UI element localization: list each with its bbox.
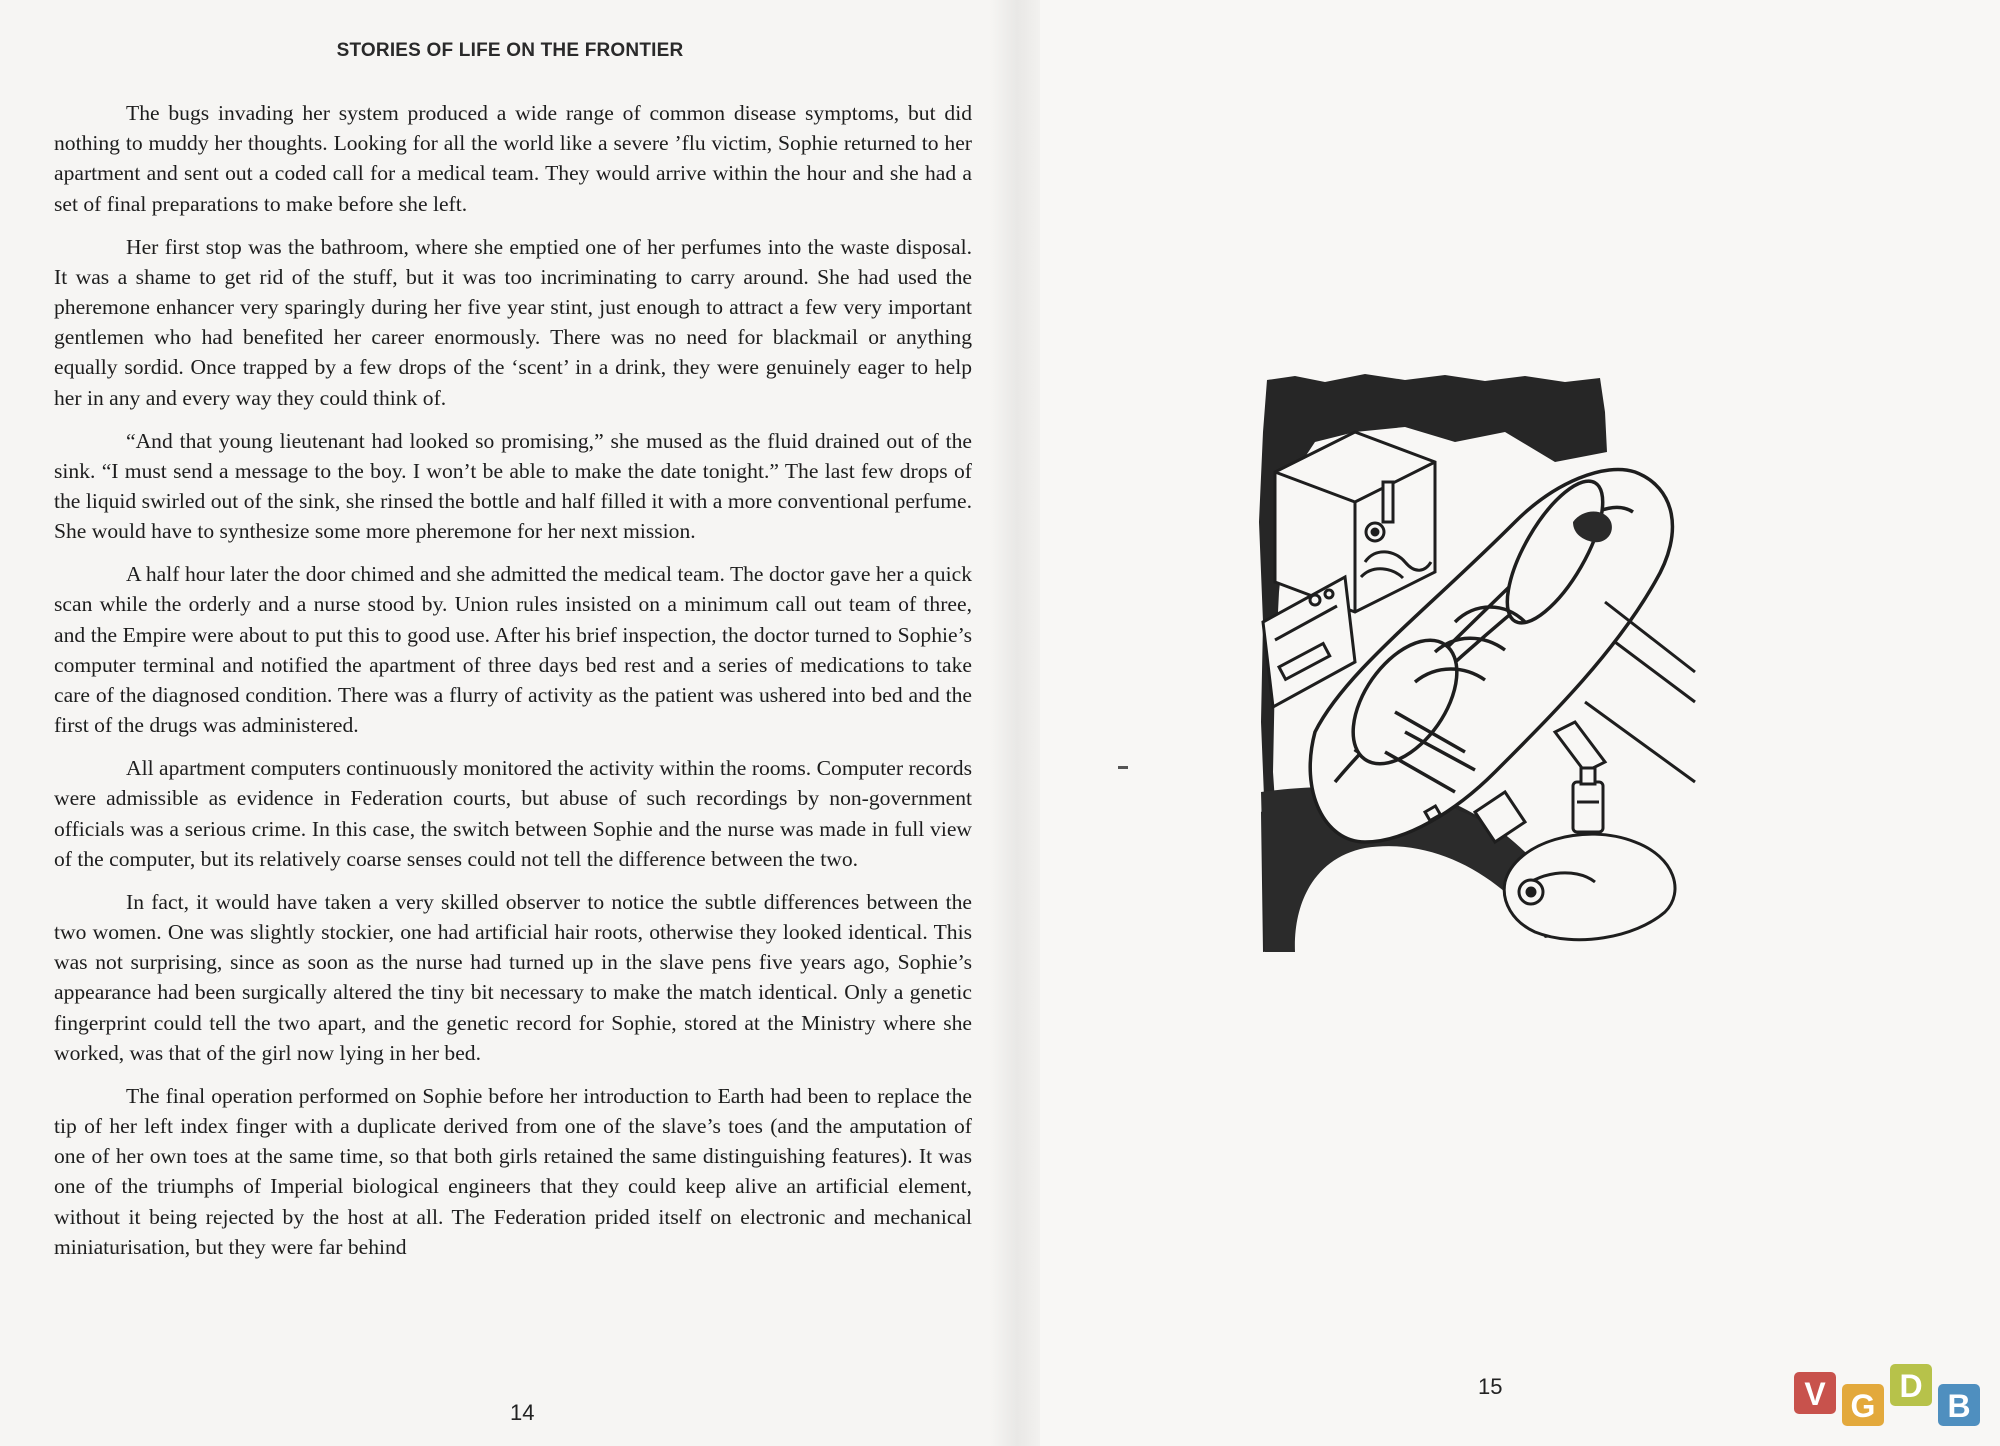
paragraph: The bugs invading her system produced a wide range of common disease symptoms, but did nothing to muddy her thoughts. Looking for all the world like a severe ’flu victim, Sophie returned to her apartment and sent out a coded call for a medical team. They would arrive within the hour and she had a set of final preparations to make before she left.	[54, 101, 972, 216]
watermark-letter: V	[1804, 1376, 1826, 1412]
page-number-left: 14	[510, 1400, 535, 1425]
paragraph: All apartment computers continuously monitored the activity within the rooms. Computer records were admissible as evidence in Federation courts, but abuse of such recordings by non-government officials was a serious crime. In this case, the switch between Sophie and the nurse was made in full view of the computer, but its relatively coarse senses could not tell the difference between the two.	[54, 756, 972, 871]
paragraph: “And that young lieutenant had looked so promising,” she mused as the fluid drained out of the sink. “I must send a message to the boy. I won’t be able to make the date tonight.” The last few drops of the liquid swirled out of the sink, she rinsed the bottle and half filled it with a more conventional perfume. She would have to synthesize some more pheremone for her next mission.	[54, 428, 972, 544]
running-head: STORIES OF LIFE ON THE FRONTIER	[336, 40, 684, 61]
watermark-letter: G	[1850, 1388, 1876, 1424]
paragraph: A half hour later the door chimed and she admitted the medical team. The doctor gave her a quick scan while the orderly and a nurse stood by. Union rules insisted on a minimum call out team of three, and the Empire were about to put this to good use. After his brief inspection, the doctor turned to Sophie’s computer terminal and notified the apartment of three days bed rest and a series of medications to take care of the diagnosed condition. There was a flurry of activity as the patient was ushered into bed and the first of the drugs was administered.	[54, 562, 972, 738]
page-number-right: 15	[1478, 1374, 1503, 1399]
vgdb-watermark-logo	[1790, 1360, 1990, 1426]
paragraph: In fact, it would have taken a very skilled observer to notice the subtle differences between the two women. One was slightly stockier, one had artificial hair roots, otherwise they looked identical. This was not surprising, since as soon as the nurse had turned up in the slave pens five years ago, Sophie’s appearance had been surgically altered the tiny bit necessary to make the match identical. Only a genetic fingerprint could tell the two apart, and the genetic record for Sophie, stored at the Ministry where she worked, was that of the girl now lying in her bed.	[54, 889, 972, 1065]
body-text	[54, 98, 972, 1262]
paragraph: Her first stop was the bathroom, where she emptied one of her perfumes into the waste disposal. It was a shame to get rid of the stuff, but it was too incriminating to carry around. She had used the pheremone enhancer very sparingly during her five year stint, just enough to attract a few very important gentlemen who had benefited her career enormously. There was no need for blackmail or anything equally sordid. Once trapped by a few drops of the ‘scent’ in a drink, they were genuinely eager to help her in any and every way they could think of.	[54, 234, 972, 410]
stasis-pod-illustration	[1255, 372, 1705, 956]
paragraph: The final operation performed on Sophie before her introduction to Earth had been to replace the tip of her left index finger with a duplicate derived from one of the slave’s toes (and the amputation of one of her own toes at the same time, so that both girls retained the same distinguishing features). It was one of the triumphs of Imperial biological engineers that they could keep alive an artificial element, without it being rejected by the host at all. The Federation prided itself on electronic and mechanical miniaturisation, but they were far behind	[54, 1083, 972, 1259]
watermark-letter: D	[1899, 1368, 1923, 1404]
watermark-letter: B	[1947, 1388, 1971, 1424]
ink-speck	[1118, 766, 1128, 769]
